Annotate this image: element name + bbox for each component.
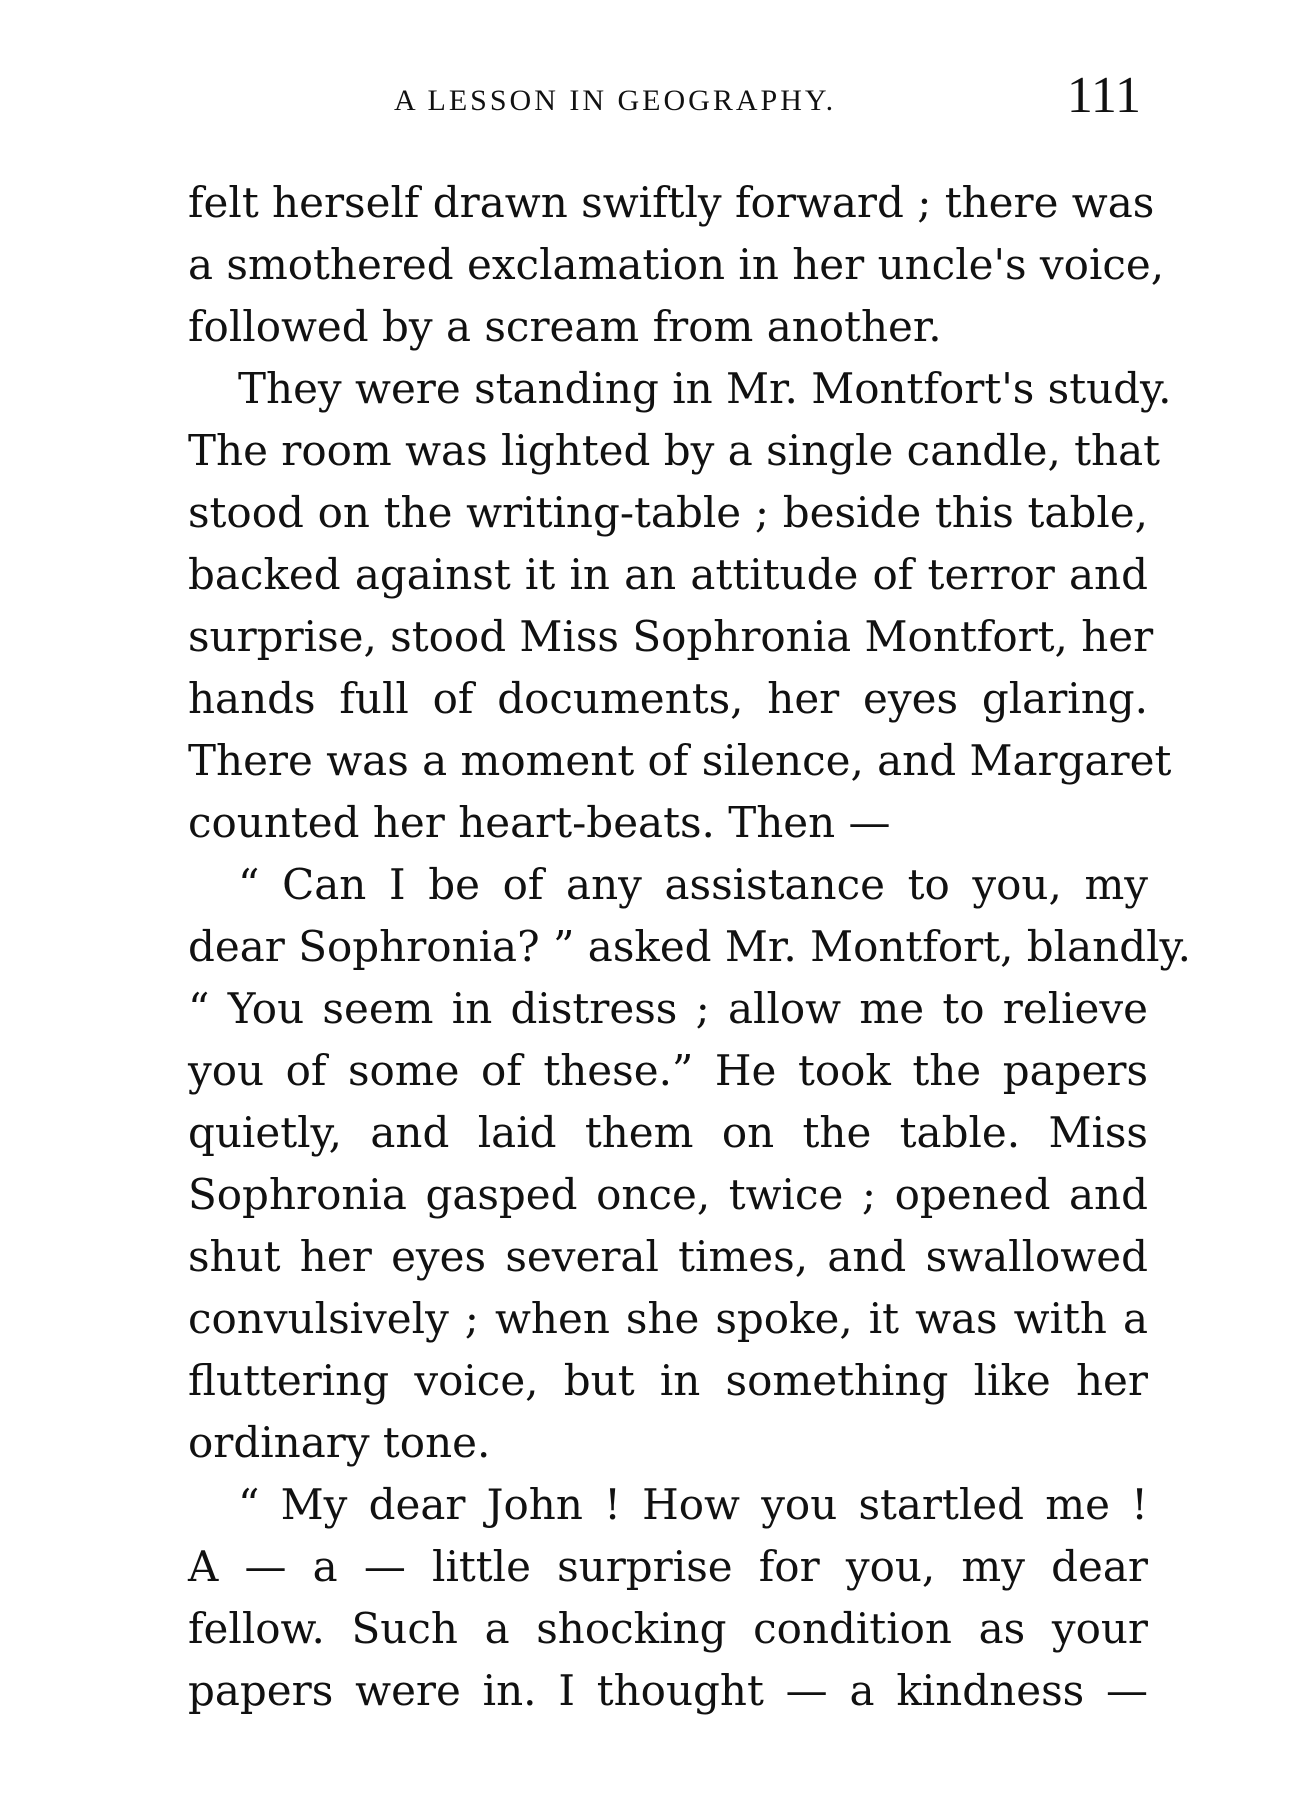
text-line: They were standing in Mr. Montfort's study.	[238, 364, 1172, 413]
text-line: shut her eyes several times, and swallowed	[188, 1232, 1148, 1281]
body-text	[188, 172, 1192, 1722]
text-line: felt herself drawn swiftly forward ; there was	[188, 178, 1155, 227]
text-line: followed by a scream from another.	[188, 302, 942, 351]
text-line: surprise, stood Miss Sophronia Montfort, her	[188, 612, 1154, 661]
text-line: hands full of documents, her eyes glaring.	[188, 674, 1148, 723]
text-line: The room was lighted by a single candle, that	[188, 426, 1161, 475]
text-line: dear Sophronia? ” asked Mr. Montfort, blandly.	[188, 922, 1192, 971]
text-line: quietly, and laid them on the table. Miss	[188, 1108, 1148, 1157]
text-line: “ Can I be of any assistance to you, my	[238, 860, 1148, 909]
text-line: you of some of these.” He took the papers	[188, 1046, 1148, 1095]
text-line: A — a — little surprise for you, my dear	[188, 1542, 1148, 1591]
text-line: Sophronia gasped once, twice ; opened and	[188, 1170, 1148, 1219]
text-line: convulsively ; when she spoke, it was with a	[188, 1294, 1148, 1343]
text-line: “ My dear John ! How you startled me !	[238, 1480, 1148, 1529]
text-line: There was a moment of silence, and Margaret	[188, 736, 1172, 785]
text-line: a smothered exclamation in her uncle's voice,	[188, 240, 1165, 289]
text-line: fellow. Such a shocking condition as your	[188, 1604, 1148, 1653]
page-number: 111	[1066, 67, 1141, 124]
text-line: counted her heart-beats. Then —	[188, 798, 891, 847]
running-title: A LESSON IN GEOGRAPHY.	[394, 84, 837, 117]
text-line: stood on the writing-table ; beside this table,	[188, 488, 1148, 537]
text-line: backed against it in an attitude of terror and	[188, 550, 1148, 599]
text-line: fluttering voice, but in something like her	[188, 1356, 1148, 1405]
text-line: papers were in. I thought — a kindness —	[188, 1666, 1148, 1715]
text-line: “ You seem in distress ; allow me to relieve	[188, 984, 1148, 1033]
text-line: ordinary tone.	[188, 1418, 491, 1467]
